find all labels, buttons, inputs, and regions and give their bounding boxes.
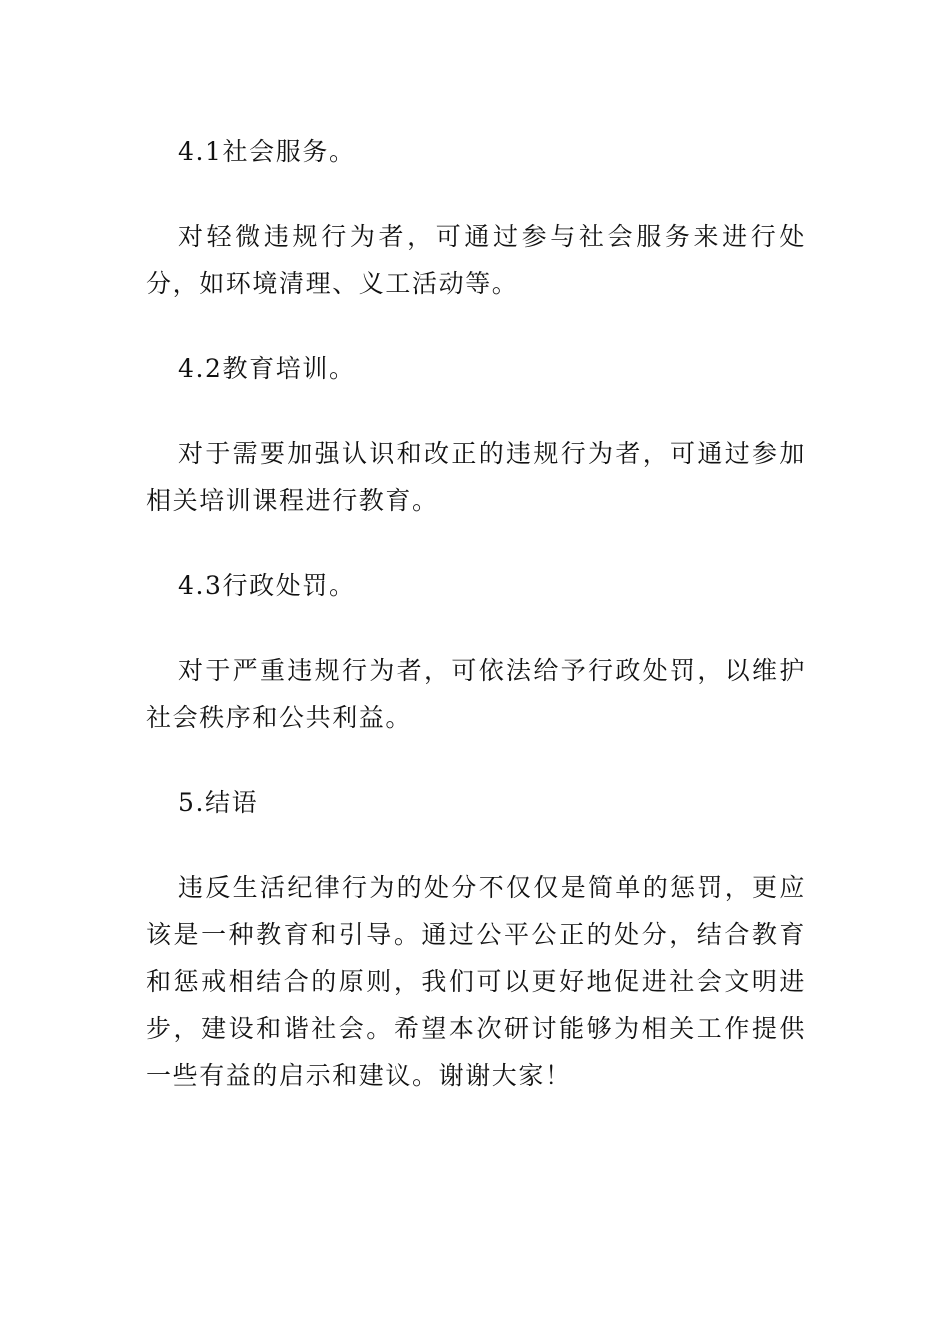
section-heading-4-1: 4.1社会服务。 xyxy=(178,137,356,166)
document-body xyxy=(146,128,806,1137)
section-heading-5: 5.结语 xyxy=(178,788,259,817)
section-paragraph-4-1: 对轻微违规行为者，可通过参与社会服务来进行处分，如环境清理、义工活动等。 xyxy=(146,222,806,298)
section-paragraph-4-2: 对于需要加强认识和改正的违规行为者，可通过参加相关培训课程进行教育。 xyxy=(146,439,806,515)
section-paragraph-5: 违反生活纪律行为的处分不仅仅是简单的惩罚，更应该是一种教育和引导。通过公平公正的处分，结合教育和惩戒相结合的原则，我们可以更好地促进社会文明进步，建设和谐社会。希望本次研讨能够为相关工作提供一些有益的启示和建议。谢谢大家！ xyxy=(146,873,806,1090)
section-paragraph-4-3: 对于严重违规行为者，可依法给予行政处罚，以维护社会秩序和公共利益。 xyxy=(146,656,806,732)
section-heading-4-2: 4.2教育培训。 xyxy=(178,354,356,383)
section-heading-4-3: 4.3行政处罚。 xyxy=(178,571,356,600)
